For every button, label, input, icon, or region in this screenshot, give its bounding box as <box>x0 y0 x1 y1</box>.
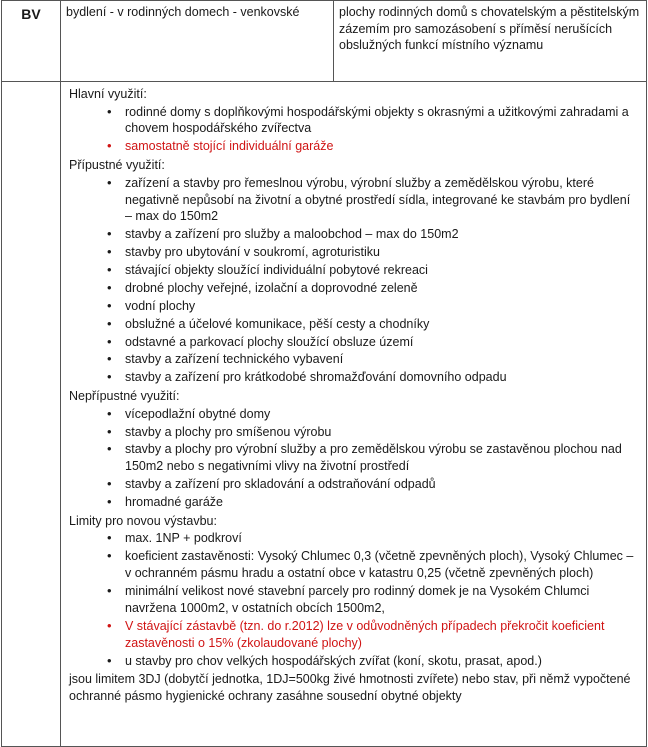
list-item: • zařízení a stavby pro řemeslnou výrobu, výrobní služby a zemědělskou výrobu, které negativně nepůsobí na životní a obytné prostředí sídla, integrované ke stavbám pro bydlení – max do 150m2 <box>67 175 640 226</box>
section-nepripustne-vyuziti <box>67 388 640 511</box>
list-item: • vodní plochy <box>67 298 640 315</box>
list-item: • koeficient zastavěnosti: Vysoký Chlumec 0,3 (včetně zpevněných ploch), Vysoký Chlumec – v ochranném pásmu hradu a ostatní obce v katastru 0,25 (včetně zpevněných ploch) <box>67 548 640 582</box>
list-item: • hromadné garáže <box>67 494 640 511</box>
list-item: • obslužné a účelové komunikace, pěší cesty a chodníky <box>67 316 640 333</box>
zone-regulations-cell <box>61 82 647 747</box>
list-item: • vícepodlažní obytné domy <box>67 406 640 423</box>
list-item: • minimální velikost nové stavební parcely pro rodinný domek je na Vysokém Chlumci navržena 1000m2, v ostatních obcích 1500m2, <box>67 583 640 617</box>
section-heading: Limity pro novou výstavbu: <box>69 513 217 528</box>
section-list <box>67 530 640 669</box>
section-heading: Nepřípustné využití: <box>69 389 180 404</box>
zone-description-cell: plochy rodinných domů s chovatelským a pěstitelským zázemím pro samozásobení s příměsí nerušících obslužných funkcí místního významu <box>334 1 647 82</box>
closing-paragraph: jsou limitem 3DJ (dobytčí jednotka, 1DJ=500kg živé hmotnosti zvířete) nebo stav, při němž vypočtené ochranné pásmo hygienické ochrany zasáhne sousední obytné objekty <box>69 672 631 704</box>
list-item: • stavby a zařízení pro služby a maloobchod – max do 150m2 <box>67 226 640 243</box>
list-item: • stavby a zařízení pro krátkodobé shromažďování domovního odpadu <box>67 369 640 386</box>
section-heading: Hlavní využití: <box>69 87 147 101</box>
table-row-body <box>2 82 647 747</box>
list-item: • u stavby pro chov velkých hospodářských zvířat (koní, skotu, prasat, apod.) <box>67 653 640 670</box>
list-item: • rodinné domy s doplňkovými hospodářskými objekty s okrasnými a užitkovými zahradami a chovem hospodářského zvířectva <box>67 104 640 138</box>
section-list <box>67 104 640 156</box>
list-item: • stavby a zařízení pro skladování a odstraňování odpadů <box>67 476 640 493</box>
list-item: • stavby a zařízení technického vybavení <box>67 351 640 368</box>
list-item: • stavby pro ubytování v soukromí, agroturistiku <box>67 244 640 261</box>
section-heading: Přípustné využití: <box>69 158 165 173</box>
section-hlavni-vyuziti <box>67 86 640 155</box>
section-list <box>67 175 640 387</box>
list-item: • odstavné a parkovací plochy sloužící obsluze území <box>67 334 640 351</box>
list-item: • stavby a plochy pro smíšenou výrobu <box>67 424 640 441</box>
section-pripustne-vyuziti <box>67 157 640 386</box>
list-item: • samostatně stojící individuální garáže <box>67 138 640 155</box>
list-item: • V stávající zástavbě (tzn. do r.2012) lze v odůvodněných případech překročit koeficient zastavěnosti o 15% (zkolaudované plochy) <box>67 618 640 652</box>
table-row-header <box>2 1 647 82</box>
list-item: • stávající objekty sloužící individuální pobytové rekreaci <box>67 262 640 279</box>
zone-name-cell: bydlení - v rodinných domech - venkovské <box>61 1 334 82</box>
section-list <box>67 406 640 511</box>
list-item: • stavby a plochy pro výrobní služby a pro zemědělskou výrobu se zastavěnou plochou nad 150m2 nebo s negativními vlivy na životní prostředí <box>67 441 640 475</box>
list-item: • drobné plochy veřejné, izolační a doprovodné zeleně <box>67 280 640 297</box>
list-item: • max. 1NP + podkroví <box>67 530 640 547</box>
empty-code-cell <box>2 82 61 747</box>
zone-regulation-table <box>1 0 647 747</box>
zone-code-cell: BV <box>2 1 61 82</box>
section-limity-pro-novou-vystavbu <box>67 513 640 670</box>
